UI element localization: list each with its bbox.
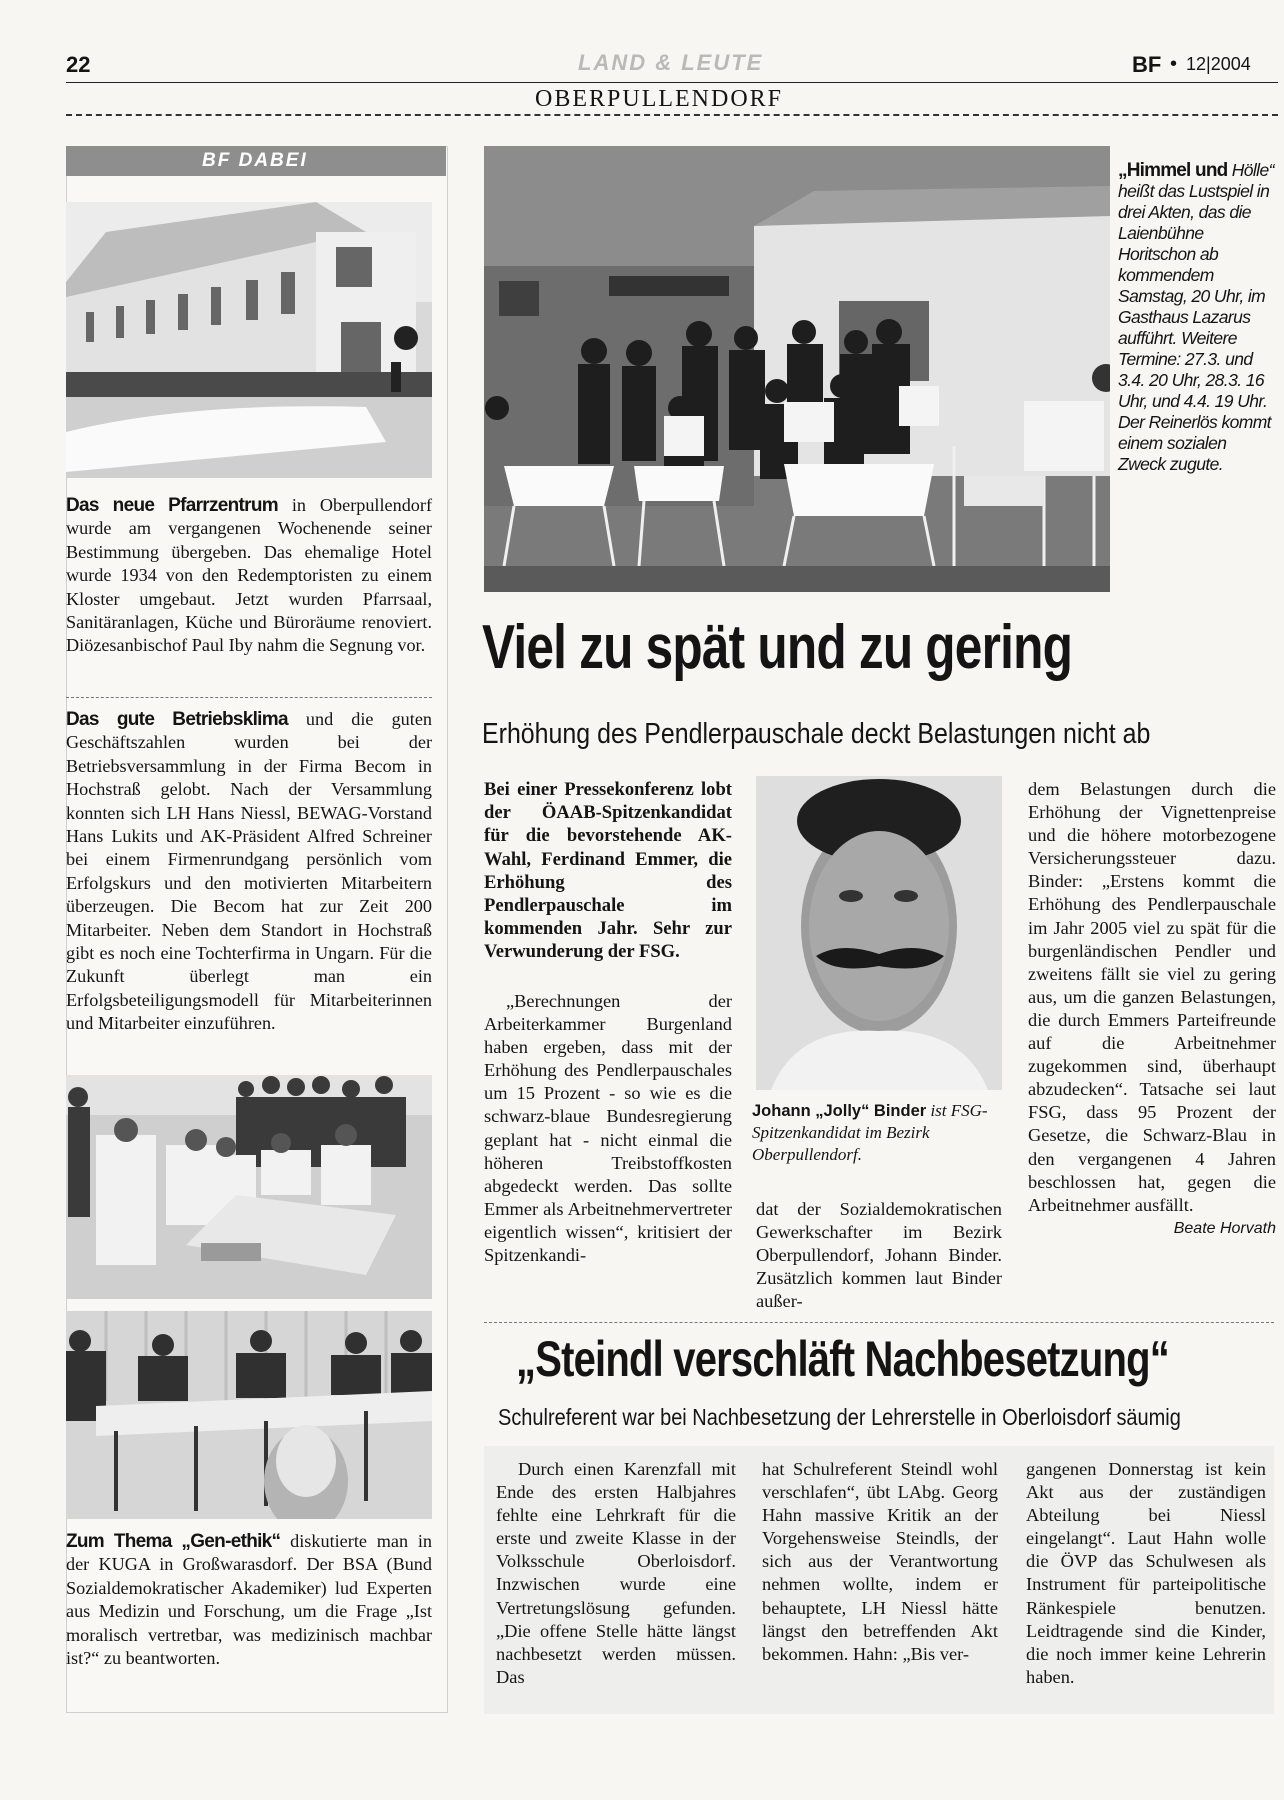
issue-number: 12|2004 <box>1186 54 1251 74</box>
region-title: OBERPULLENDORF <box>535 86 784 112</box>
sidebar-item-pfarrzentrum <box>66 494 432 658</box>
sidebar-item-lead: Das gute Betriebsklima <box>66 709 288 730</box>
page-number: 22 <box>66 52 91 77</box>
sidebar-item-text: diskutierte man in der KUGA in Großwarasdorf. Der BSA (Bund Sozialdemokratischer Akademiker) lud Experten aus Medizin und Forschung, um die Frage „Ist moralisch vertretbar, was medizinisch machbar ist?“ zu beantworten. <box>66 1531 433 1669</box>
article2-column1: Durch einen Karenzfall mit Ende des ersten Halbjahres fehlte eine Lehrkraft für die erste und zweite Klasse in der Volksschule Oberloisdorf. Inzwischen wurde eine Vertretungslösung gefunden. „Die offene Stelle hätte längst nachbesetzt werden müssen. Das <box>496 1459 736 1687</box>
article2-headline: „Steindl verschläft Nachbesetzung“ <box>516 1331 1169 1387</box>
portrait-caption <box>752 1100 992 1166</box>
sidebar-item-gen-ethik <box>66 1530 432 1670</box>
photo-becom-meeting <box>66 1075 432 1299</box>
sidebar-item-text: und die guten Geschäftszahlen wurden bei der Betriebsversammlung in der Firma Becom in Hochstraß gelobt. Nach der Versammlung konnten sich LH Hans Niessl, BEWAG-Vorstand Hans Lukits und AK-Präsident Alfred Schreiner bei einem Firmenrundgang persönlich vom Erfolgskurs und den motivierten Mitarbeitern überzeugen. Die Becom hat zur Zeit 200 Mitarbeiter. Neben dem Standort in Hochstraß gibt es noch eine Tochterfirma in Ungarn. Für die Zukunft überlegt man ein Erfolgsbeteiligungsmodell für Mitarbeiterinnen und Mitarbeiter einzuführen. <box>66 709 432 1034</box>
photo-gen-ethik-panel <box>66 1311 432 1519</box>
main-photo-caption <box>1118 160 1276 475</box>
article1-column3-text: dem Belastungen durch die Erhöhung der Vignettenpreise und die höhere motorbezogene Versicherungssteuer dazu. Binder: „Erstens kommt die Erhöhung des Pendlerpauschale im Jahr 2005 viel zu spät für die burgenländischen Pendler und zweitens fällt sie viel zu gering aus, um die ganzen Belastungen, die durch Emmers Parteifreunde auf die Arbeitnehmer zugekommen sind, überhaupt abzudecken“. Tatsache sei laut FSG, dass 95 Prozent der Gesetze, die Schwarz-Blau in den vergangenen 4 Jahren beschlossen hat, gegen die Arbeitnehmer ausfällt. <box>1028 779 1276 1215</box>
article2-column3: gangenen Donnerstag ist kein Akt aus der zuständigen Abteilung bei Niessl eingelangt“. Laut Hahn wolle die ÖVP das Schulwesen als Instrument für parteipolitische Ränkespiele benutzen. Leidtragende sind die Kinder, die noch immer keine Lehrerin haben. <box>1026 1459 1266 1687</box>
sidebar-label-bar <box>66 146 446 176</box>
caption-text: Hölle“ heißt das Lustspiel in drei Akten, das die Laienbühne Horitschon ab kommendem Samstag, 20 Uhr, im Gasthaus Lazarus aufführt. Weitere Termine: 27.3. und 3.4. 20 Uhr, 28.3. 16 Uhr, und 4.4. 19 Uhr. Der Reinerlös kommt einem sozialen Zweck zugute. <box>1118 160 1274 474</box>
article1-column1: „Berechnungen der Arbeiterkammer Burgenland haben ergeben, dass mit der Erhöhung des Pendlerpauschales um 15 Prozent - so wie es die schwarz-blaue Bundesregierung geplant hat - nicht einmal die höheren Treibstoffkosten abgedeckt werden. Das sollte Emmer als Arbeitnehmervertreter eigentlich wissen“, kritisiert der Spitzenkandi- <box>484 991 732 1266</box>
sidebar-item-text: in Oberpullendorf wurde am vergangenen Wochenende seiner Bestimmung übergeben. Das ehemalige Hotel wurde 1934 von den Redemptoristen zu einem Kloster umgebaut. Jetzt wurden Pfarrsaal, Sanitäranlagen, Küche und Büroräume renoviert. Diözesanbischof Paul Iby nahm die Segnung vor. <box>66 495 433 656</box>
sidebar-item-lead: Zum Thema „Gen-ethik“ <box>66 1531 281 1552</box>
article1-column2: dat der Sozialdemokratischen Gewerkschafter im Bezirk Oberpullendorf, Johann Binder. Zusätzlich kommen laut Binder außer- <box>756 1199 1002 1312</box>
sidebar-item-lead: Das neue Pfarrzentrum <box>66 495 278 516</box>
section-title: LAND & LEUTE <box>578 50 764 75</box>
brand-logo: BF <box>1132 52 1162 77</box>
photo-binder-portrait <box>756 776 1002 1090</box>
sidebar-separator <box>66 697 432 698</box>
article2-column2: hat Schulreferent Steindl wohl verschlafen“, übt LAbg. Georg Hahn massive Kritik an der Vorgehensweise Steindls, der sich aus der Verantwortung nehmen wollte, indem er behauptete, LH Niessl hätte längst den betreffenden Akt bekommen. Hahn: „Bis ver- <box>762 1459 998 1664</box>
article1-author: Beate Horvath <box>1173 1219 1276 1237</box>
article2-subheadline: Schulreferent war bei Nachbesetzung der Lehrerstelle in Oberloisdorf säumig <box>498 1404 1181 1430</box>
header-dashed-rule <box>66 114 1278 116</box>
article1-subheadline: Erhöhung des Pendlerpauschale deckt Belastungen nicht ab <box>482 718 1151 750</box>
header-separator: • <box>1170 53 1178 75</box>
header-rule <box>66 82 1278 83</box>
photo-pfarrzentrum <box>66 202 432 478</box>
caption-lead: „Himmel und <box>1118 160 1228 181</box>
portrait-caption-text: ist FSG-Spitzenkandidat im Bezirk Oberpullendorf. <box>752 1101 988 1164</box>
sidebar-label: BF DABEI <box>202 150 308 171</box>
article1-headline: Viel zu spät und zu gering <box>482 613 1073 682</box>
article1-intro: Bei einer Pressekonferenz lobt der ÖAAB-Spitzenkandidat für die bevorstehende AK-Wahl, Ferdinand Emmer, die Erhöhung des Pendlerpauschale im kommenden Jahr. Sehr zur Verwunderung der FSG. <box>484 779 732 963</box>
article-separator <box>484 1322 1274 1323</box>
article1-column3 <box>1028 778 1276 1240</box>
portrait-caption-name: Johann „Jolly“ Binder <box>752 1102 927 1120</box>
photo-theater-group <box>484 146 1110 592</box>
sidebar-item-betriebsklima <box>66 708 432 1036</box>
